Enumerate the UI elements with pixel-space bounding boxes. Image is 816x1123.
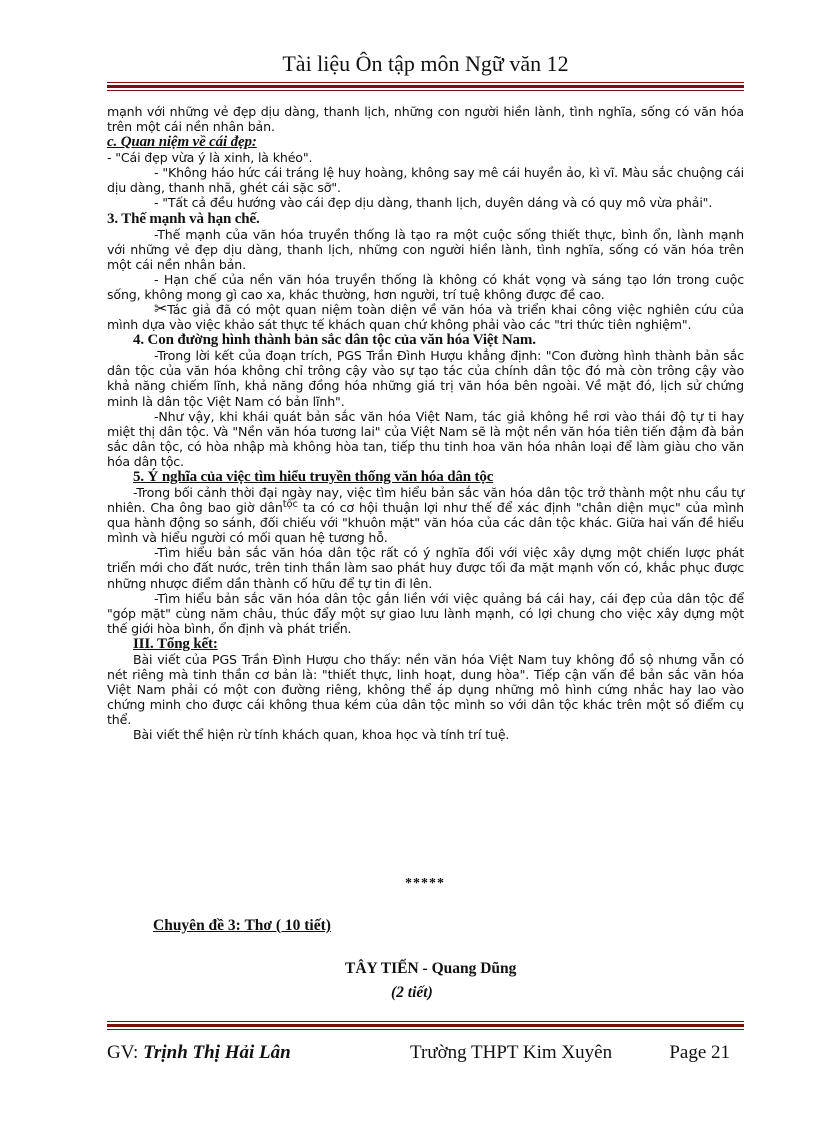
section-heading: 3. Thế mạnh và hạn chế. — [107, 210, 260, 227]
quote-item: - "Cái đẹp vừa ý là xinh, là khéo". — [107, 150, 313, 166]
topic-heading: Chuyên đề 3: Thơ ( 10 tiết) — [153, 917, 331, 934]
footer-school: Trường THPT Kim Xuyên — [410, 1042, 613, 1063]
section-heading: 4. Con đường hình thành bản sắc dân tộc của văn hóa Việt Nam. — [133, 332, 536, 349]
document-body — [107, 104, 744, 742]
teacher-name: Trịnh Thị Hải Lân — [143, 1042, 291, 1063]
section-heading: 5. Ý nghĩa của việc tìm hiểu truyền thống văn hóa dân tộc — [133, 468, 494, 485]
page-number: Page 21 — [669, 1042, 730, 1063]
paragraph: -Tìm hiểu bản sắc văn hóa dân tộc rất có ý nghĩa đối với việc xây dựng một chiến lược phát triển mới cho đất nước, trên tinh thần làm sao phát huy được tối đa mặt mạnh vốn có, khắc phục được những nhược điểm dần thành cố hữu để tự tin đi lên. — [107, 545, 744, 591]
paragraph: -Thế mạnh của văn hóa truyền thống là tạo ra một cuộc sống thiết thực, bình ổn, lành mạnh với những vẻ đẹp dịu dàng, thanh lịch, những con người hiền lành, tình nghĩa, sống có văn hóa trên một cái nền nhân bản. — [107, 226, 744, 272]
page-header — [107, 50, 744, 91]
paragraph: -Trong lời kết của đoạn trích, PGS Trần Đình Hượu khẳng định: "Con đường hình thành bản sắc dân tộc của văn hóa không chỉ trông cậy vào sự tạo tác của chính dân tộc đó mà còn trông cậy vào khả năng chiếm lĩnh, khả năng đồng hóa những giá trị văn hóa bên ngoài. Về mặt đó, lịch sử chứng minh là dân tộc Việt Nam có bản lĩnh". — [107, 348, 744, 409]
superscript-text: tộc — [282, 498, 298, 510]
separator-stars: ***** — [405, 876, 445, 891]
footer-rule-thick — [107, 1024, 744, 1027]
header-rule-thick — [107, 85, 744, 88]
paragraph — [107, 299, 744, 333]
scissors-icon: ✂ — [154, 299, 168, 319]
section-heading: c. Quan niệm về cái đẹp: — [107, 134, 257, 151]
document-title: Tài liệu Ôn tập môn Ngữ văn 12 — [282, 51, 569, 76]
quote-item: - "Tất cả đều hướng vào cái đẹp dịu dàng, thanh lịch, duyên dáng và có quy mô vừa phải". — [154, 195, 713, 211]
paragraph: mạnh với những vẻ đẹp dịu dàng, thanh lịch, những con người hiền lành, tình nghĩa, sống có văn hóa trên một cái nền nhân bản. — [107, 104, 744, 135]
paragraph-text: Tác giả đã có một quan niệm toàn diện về văn hóa và triển khai công việc nghiên cứu của mình dựa vào việc khảo sát thực tế khách quan chứ không phải vào các "tri thức tiên nghiệm". — [107, 302, 744, 333]
teacher-label: GV: — [107, 1042, 139, 1063]
paragraph: Bài viết của PGS Trần Đình Hượu cho thấy: nền văn hóa Việt Nam tuy không đồ sộ nhưng vẫn có nét riêng mà tinh thần cơ bản là: "thiết thực, linh hoạt, dung hòa". Tiếp cận vấn đề bản sắc văn hóa Việt Nam phải có một con đường riêng, không thể áp dụng những mô hình cứng nhắc hay lao vào chứng minh cho được cái không thua kém của dân tộc mình so với dân tộc khác trên một số điểm cụ thể. — [107, 651, 744, 728]
section-heading: III. Tổng kết: — [133, 635, 218, 652]
paragraph: - Hạn chế của nền văn hóa truyền thống là không có khát vọng và sáng tạo lớn trong cuộc sống, không mong gì cao xa, khác thường, hơn người, trí tuệ không được đề cao. — [107, 271, 744, 302]
poem-name: TÂY TIẾN — [345, 960, 419, 977]
paragraph — [107, 485, 744, 545]
quote-item: - "Không háo hức cái tráng lệ huy hoàng, không say mê cái huyền ảo, kì vĩ. Màu sắc chuộng cái dịu dàng, thanh nhã, ghét cái sặc sỡ". — [107, 165, 744, 196]
footer-rule-thin-2 — [107, 1029, 744, 1030]
footer-rule-thin — [107, 1021, 744, 1022]
poem-lessons: (2 tiết) — [391, 984, 433, 1001]
paragraph-text: ta có cơ hội thuận lợi như thế để xác định "chân diện mục" của mình qua hành động so sánh, đối chiếu với "khuôn mặt" văn hóa của các dân tộc khác. Giữa hai vấn đề hiểu mình và hiểu người có mối quan hệ tương hỗ. — [107, 500, 744, 546]
footer-teacher — [107, 1042, 291, 1064]
paragraph-text: -Trong bối cảnh thời đại ngày nay, việc tìm hiểu bản sắc văn hóa dân tộc trở thành một nhu cầu tự nhiên. Cha ông bao giờ dân — [107, 484, 744, 516]
poem-title — [345, 960, 516, 978]
paragraph: -Tìm hiểu bản sắc văn hóa dân tộc gắn liền với việc quảng bá cái hay, cái đẹp của dân tộc để "góp mặt" cùng năm châu, thúc đẩy một sự giao lưu lành mạnh, có lợi chung cho việc xây dựng một thế giới hòa bình, ổn định và phát triển. — [107, 590, 744, 636]
poem-author: - Quang Dũng — [418, 960, 517, 977]
page-footer — [107, 1021, 744, 1068]
paragraph: -Như vậy, khi khái quát bản sắc văn hóa Việt Nam, tác giả không hề rơi vào thái độ tự ti hay miệt thị dân tộc. Và "Nền văn hóa tương lai" của Việt Nam sẽ là một nền văn hóa tiên tiến đậm đà bản sắc dân tộc, có hòa nhập mà không hòa tan, tiếp thu tinh hoa văn hóa nhân loại để làm giàu cho văn hóa dân tộc. — [107, 408, 744, 469]
footer-row — [107, 1038, 744, 1068]
paragraph: Bài viết thể hiện rừ tính khách quan, khoa học và tính trí tuệ. — [133, 727, 510, 743]
header-rule-thin — [107, 82, 744, 83]
header-rule-thin-2 — [107, 90, 744, 91]
